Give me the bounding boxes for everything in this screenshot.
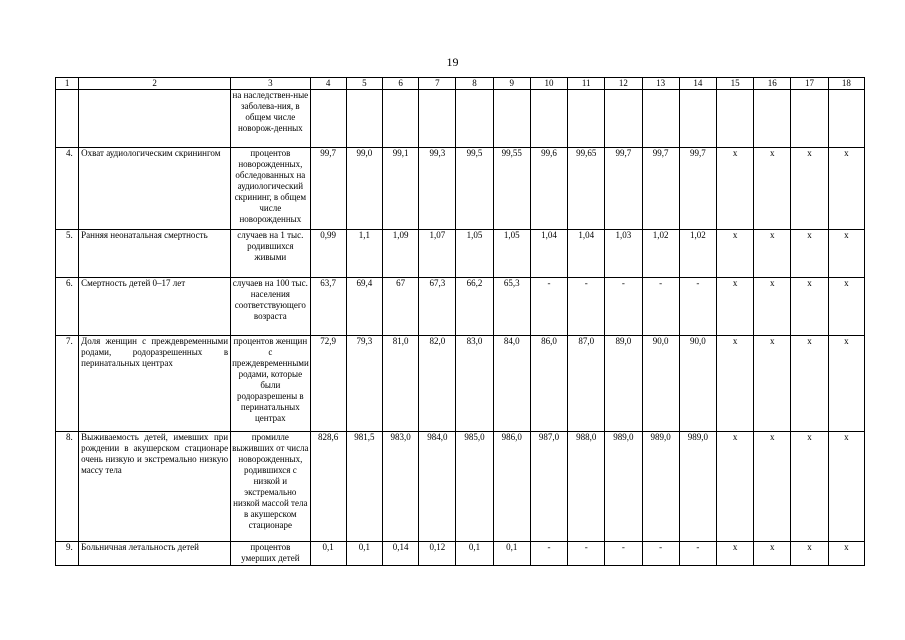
unit-of-measure: случаев на 100 тыс. населения соответствующего возраста: [231, 278, 310, 336]
column-header: 11: [568, 78, 605, 90]
value-cell: 99,1: [383, 148, 419, 230]
column-header: 6: [383, 78, 419, 90]
value-cell: 99,5: [456, 148, 493, 230]
table-row: [56, 432, 865, 542]
value-cell: х: [828, 230, 864, 278]
value-cell: -: [679, 542, 716, 566]
value-cell: -: [605, 542, 642, 566]
value-cell: 89,0: [605, 336, 642, 432]
value-cell: -: [642, 542, 679, 566]
value-cell: 79,3: [346, 336, 382, 432]
value-cell: [383, 90, 419, 148]
row-number: 9.: [56, 542, 79, 566]
value-cell: [419, 90, 456, 148]
value-cell: 86,0: [530, 336, 567, 432]
value-cell: 989,0: [679, 432, 716, 542]
value-cell: х: [716, 432, 753, 542]
value-cell: х: [754, 148, 791, 230]
value-cell: [828, 90, 864, 148]
value-cell: х: [791, 230, 828, 278]
value-cell: -: [679, 278, 716, 336]
unit-of-measure: случаев на 1 тыс. родившихся живыми: [231, 230, 310, 278]
value-cell: 69,4: [346, 278, 382, 336]
value-cell: 66,2: [456, 278, 493, 336]
value-cell: 828,6: [310, 432, 346, 542]
column-header: 15: [716, 78, 753, 90]
column-header: 2: [79, 78, 231, 90]
value-cell: 81,0: [383, 336, 419, 432]
value-cell: [346, 90, 382, 148]
indicator-name: [79, 90, 231, 148]
value-cell: [679, 90, 716, 148]
value-cell: 99,7: [679, 148, 716, 230]
value-cell: х: [754, 542, 791, 566]
row-number: 5.: [56, 230, 79, 278]
column-header: 9: [493, 78, 530, 90]
value-cell: [530, 90, 567, 148]
value-cell: 99,55: [493, 148, 530, 230]
value-cell: -: [530, 278, 567, 336]
column-header: 14: [679, 78, 716, 90]
column-header: 10: [530, 78, 567, 90]
value-cell: х: [791, 148, 828, 230]
value-cell: х: [828, 336, 864, 432]
column-header: 4: [310, 78, 346, 90]
value-cell: -: [530, 542, 567, 566]
value-cell: 989,0: [605, 432, 642, 542]
row-number: [56, 90, 79, 148]
column-header: 18: [828, 78, 864, 90]
table-row: [56, 542, 865, 566]
value-cell: 1,09: [383, 230, 419, 278]
value-cell: 1,04: [530, 230, 567, 278]
value-cell: 1,07: [419, 230, 456, 278]
unit-of-measure: процентов новорожденных, обследованных на аудиологический скрининг, в общем числе новорожденных: [231, 148, 310, 230]
table-row: [56, 90, 865, 148]
value-cell: х: [791, 336, 828, 432]
value-cell: 1,05: [493, 230, 530, 278]
value-cell: 1,02: [642, 230, 679, 278]
value-cell: 90,0: [679, 336, 716, 432]
column-header: 3: [231, 78, 310, 90]
value-cell: 989,0: [642, 432, 679, 542]
column-header: 8: [456, 78, 493, 90]
value-cell: 0,99: [310, 230, 346, 278]
value-cell: х: [754, 278, 791, 336]
table-row: [56, 230, 865, 278]
value-cell: 0,14: [383, 542, 419, 566]
value-cell: 0,1: [310, 542, 346, 566]
indicator-name: Больничная летальность детей: [79, 542, 231, 566]
value-cell: 83,0: [456, 336, 493, 432]
value-cell: 988,0: [568, 432, 605, 542]
value-cell: 90,0: [642, 336, 679, 432]
indicator-name: Выживаемость детей, имевших при рождении в акушерском стационаре очень низкую и экстремально низкую массу тела: [79, 432, 231, 542]
value-cell: х: [716, 278, 753, 336]
value-cell: х: [828, 148, 864, 230]
row-number: 8.: [56, 432, 79, 542]
table-row: [56, 148, 865, 230]
header-row: [56, 78, 865, 90]
column-header: 12: [605, 78, 642, 90]
value-cell: [456, 90, 493, 148]
table-row: [56, 278, 865, 336]
value-cell: х: [754, 336, 791, 432]
value-cell: [754, 90, 791, 148]
value-cell: х: [716, 230, 753, 278]
column-header: 16: [754, 78, 791, 90]
value-cell: х: [754, 230, 791, 278]
indicator-name: Доля женщин с преждевременными родами, родоразрешенных в перинатальных центрах: [79, 336, 231, 432]
value-cell: 99,65: [568, 148, 605, 230]
unit-of-measure: процентов умерших детей: [231, 542, 310, 566]
value-cell: [310, 90, 346, 148]
value-cell: 99,6: [530, 148, 567, 230]
value-cell: 984,0: [419, 432, 456, 542]
value-cell: 99,7: [605, 148, 642, 230]
value-cell: х: [791, 542, 828, 566]
indicator-name: Смертность детей 0–17 лет: [79, 278, 231, 336]
column-header: 5: [346, 78, 382, 90]
column-header: 17: [791, 78, 828, 90]
value-cell: 67: [383, 278, 419, 336]
column-header: 7: [419, 78, 456, 90]
value-cell: 67,3: [419, 278, 456, 336]
value-cell: 0,1: [456, 542, 493, 566]
value-cell: 99,0: [346, 148, 382, 230]
value-cell: [568, 90, 605, 148]
value-cell: 82,0: [419, 336, 456, 432]
value-cell: 87,0: [568, 336, 605, 432]
row-number: 4.: [56, 148, 79, 230]
indicator-name: Охват аудиологическим скринингом: [79, 148, 231, 230]
value-cell: 99,7: [310, 148, 346, 230]
row-number: 7.: [56, 336, 79, 432]
value-cell: 72,9: [310, 336, 346, 432]
unit-of-measure: промилле выживших от числа новорожденных, родившихся с низкой и экстремально низкой массой тела в акушерском стационаре: [231, 432, 310, 542]
value-cell: 987,0: [530, 432, 567, 542]
value-cell: -: [605, 278, 642, 336]
value-cell: х: [828, 278, 864, 336]
row-number: 6.: [56, 278, 79, 336]
value-cell: 1,02: [679, 230, 716, 278]
value-cell: 0,1: [493, 542, 530, 566]
value-cell: 983,0: [383, 432, 419, 542]
unit-of-measure: на наследствен-ные заболева-ния, в общем числе новорож-денных: [231, 90, 310, 148]
value-cell: -: [568, 278, 605, 336]
value-cell: х: [791, 432, 828, 542]
value-cell: 63,7: [310, 278, 346, 336]
value-cell: 84,0: [493, 336, 530, 432]
value-cell: х: [828, 432, 864, 542]
value-cell: 985,0: [456, 432, 493, 542]
value-cell: [791, 90, 828, 148]
value-cell: [642, 90, 679, 148]
value-cell: 1,03: [605, 230, 642, 278]
value-cell: -: [568, 542, 605, 566]
value-cell: х: [716, 542, 753, 566]
indicators-table: [55, 77, 865, 566]
value-cell: [716, 90, 753, 148]
value-cell: х: [754, 432, 791, 542]
page-number: 19: [446, 55, 459, 69]
value-cell: 986,0: [493, 432, 530, 542]
value-cell: 1,04: [568, 230, 605, 278]
value-cell: 65,3: [493, 278, 530, 336]
unit-of-measure: процентов женщин с преждевременными родами, которые были родоразрешены в перинатальных центрах: [231, 336, 310, 432]
value-cell: х: [791, 278, 828, 336]
value-cell: х: [716, 148, 753, 230]
value-cell: [493, 90, 530, 148]
column-header: 1: [56, 78, 79, 90]
table-row: [56, 336, 865, 432]
value-cell: 99,3: [419, 148, 456, 230]
value-cell: 1,05: [456, 230, 493, 278]
value-cell: 1,1: [346, 230, 382, 278]
value-cell: х: [828, 542, 864, 566]
value-cell: [605, 90, 642, 148]
indicator-name: Ранняя неонатальная смертность: [79, 230, 231, 278]
value-cell: 0,1: [346, 542, 382, 566]
value-cell: 0,12: [419, 542, 456, 566]
value-cell: х: [716, 336, 753, 432]
value-cell: 99,7: [642, 148, 679, 230]
value-cell: -: [642, 278, 679, 336]
value-cell: 981,5: [346, 432, 382, 542]
column-header: 13: [642, 78, 679, 90]
